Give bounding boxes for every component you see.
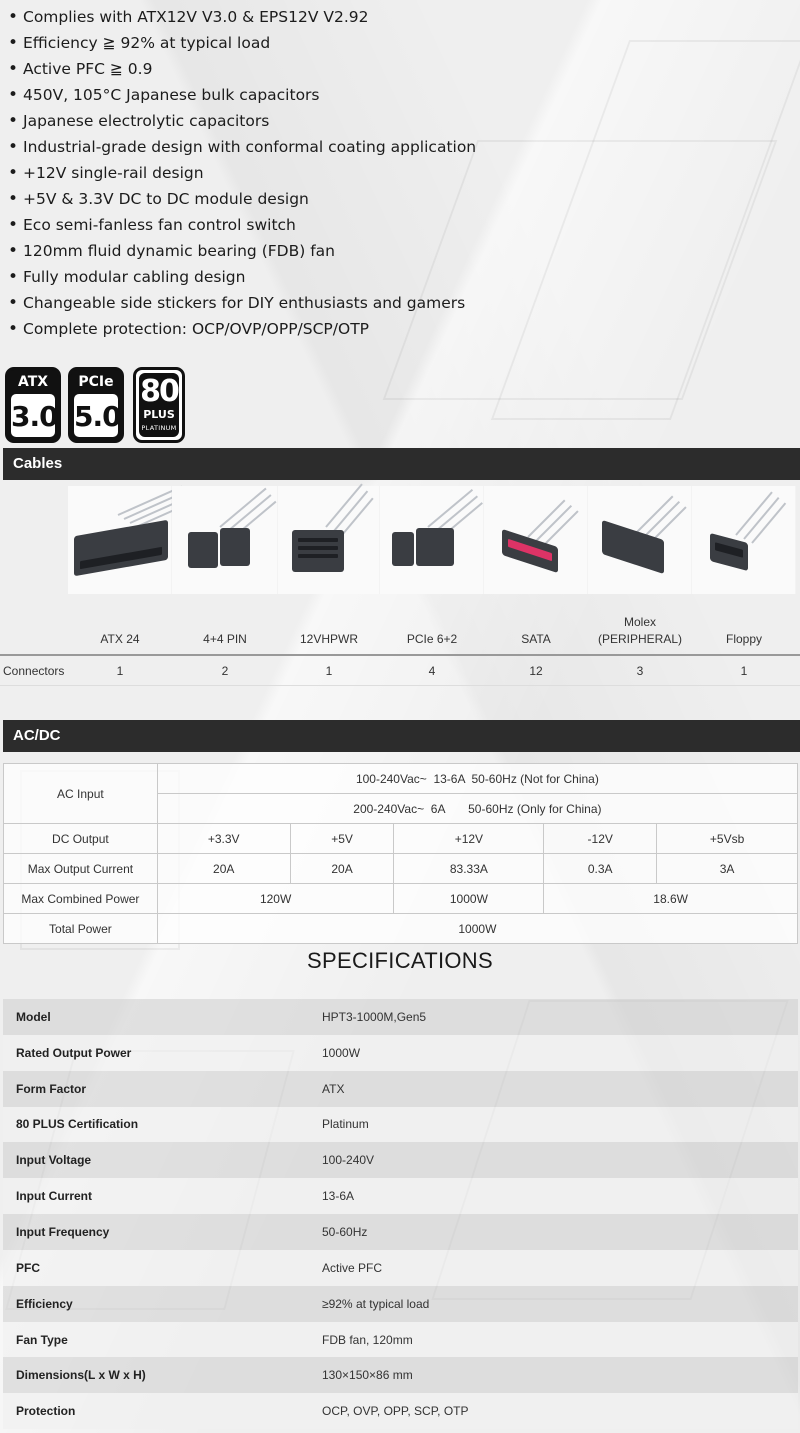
spec-value: 13-6A [322, 1189, 355, 1204]
badge-top-label: ATX [17, 374, 49, 390]
badge-plus-label: PLUS [143, 408, 175, 421]
badge-top-label: PCIe [78, 374, 114, 390]
cable-label-line: Molex [623, 615, 656, 629]
cable-count: 3 [636, 663, 644, 678]
spec-key: PFC [16, 1260, 40, 1275]
spec-value: ≥92% at typical load [322, 1296, 430, 1311]
acdc-section-header: AC/DC [3, 720, 800, 752]
badge-80-label: 80 [140, 374, 178, 409]
spec-key: Input Voltage [16, 1153, 92, 1168]
80-plus-platinum-badge-icon [133, 367, 185, 443]
feature-item: • Eco semi-fanless fan control switch [8, 212, 800, 238]
feature-item: • Active PFC ≧ 0.9 [8, 56, 800, 82]
spec-value: 100-240V [322, 1153, 375, 1168]
total-power-value: 1000W [157, 914, 797, 944]
dc-output-cell: +5Vsb [657, 824, 798, 854]
spec-value: 130×150×86 mm [322, 1368, 413, 1383]
badge-bottom-label: 3.0 [11, 394, 55, 437]
spec-key: Fan Type [16, 1332, 68, 1347]
12vhpwr-connector-icon [278, 486, 380, 594]
max-combined-cell: 1000W [394, 884, 544, 914]
cable-label: 12VHPWR [299, 632, 358, 646]
cable-image-row [0, 486, 800, 594]
specifications-title: SPECIFICATIONS [307, 948, 493, 973]
feature-item: • Fully modular cabling design [8, 264, 800, 290]
specifications-table [3, 999, 798, 1429]
table-row [3, 1250, 798, 1286]
table-row [3, 1071, 798, 1107]
feature-item: • Japanese electrolytic capacitors [8, 108, 800, 134]
atx-24-connector-icon [68, 486, 172, 594]
feature-item: • 120mm fluid dynamic bearing (FDB) fan [8, 238, 800, 264]
cable-label-row [0, 594, 800, 656]
cable-count: 1 [740, 663, 748, 678]
cable-label: 4+4 PIN [203, 632, 247, 646]
acdc-table [3, 763, 798, 944]
spec-key: Protection [16, 1404, 76, 1419]
spec-key: Input Current [16, 1189, 92, 1204]
table-row [3, 1214, 798, 1250]
connectors-row-label: Connectors [3, 663, 65, 678]
cable-count: 1 [116, 663, 124, 678]
spec-value: HPT3-1000M,Gen5 [322, 1009, 427, 1024]
feature-item: • Industrial-grade design with conformal coating application [8, 134, 800, 160]
spec-value: 1000W [322, 1045, 361, 1060]
spec-key: Form Factor [16, 1081, 87, 1096]
table-row [3, 1107, 798, 1143]
ac-input-value: 200-240Vac~ 6A 50-60Hz (Only for China) [157, 794, 797, 824]
feature-item: • Complete protection: OCP/OVP/OPP/SCP/OTP [8, 316, 800, 342]
table-row [3, 1178, 798, 1214]
feature-item: • Changeable side stickers for DIY enthusiasts and gamers [8, 290, 800, 316]
dc-output-cell: +5V [290, 824, 394, 854]
table-row [3, 1286, 798, 1322]
feature-list [0, 0, 800, 342]
certification-badges [5, 367, 185, 443]
cable-label: ATX 24 [100, 632, 140, 646]
table-row [3, 1322, 798, 1358]
4-plus-4-pin-connector-icon [172, 486, 278, 594]
max-current-cell: 20A [157, 854, 290, 884]
total-power-label: Total Power [4, 914, 158, 944]
table-row [3, 1142, 798, 1178]
cable-count: 12 [529, 663, 543, 678]
spec-value: 50-60Hz [322, 1224, 368, 1239]
table-row [3, 1393, 798, 1429]
spec-key: Rated Output Power [16, 1045, 132, 1060]
cable-count-row [0, 656, 800, 686]
max-combined-cell: 18.6W [544, 884, 798, 914]
dc-output-label: DC Output [4, 824, 158, 854]
cable-count: 4 [428, 663, 436, 678]
spec-key: Input Frequency [16, 1224, 110, 1239]
sata-connector-icon [484, 486, 588, 594]
max-combined-label: Max Combined Power [4, 884, 158, 914]
table-row [3, 999, 798, 1035]
ac-input-label: AC Input [4, 764, 158, 824]
cable-count: 1 [325, 663, 333, 678]
max-current-label: Max Output Current [4, 854, 158, 884]
max-current-cell: 0.3A [544, 854, 657, 884]
badge-tier-label: PLATINUM [141, 424, 177, 432]
atx-3-badge-icon [5, 367, 61, 443]
spec-key: Dimensions(L x W x H) [16, 1368, 146, 1383]
feature-item: • +12V single-rail design [8, 160, 800, 186]
dc-output-cell: +3.3V [157, 824, 290, 854]
cables-table [0, 486, 800, 686]
feature-item: • 450V, 105°C Japanese bulk capacitors [8, 82, 800, 108]
spec-key: Model [16, 1009, 51, 1024]
spec-value: ATX [322, 1081, 345, 1096]
max-current-cell: 20A [290, 854, 394, 884]
table-row [3, 1035, 798, 1071]
molex-peripheral-connector-icon [588, 486, 692, 594]
floppy-connector-icon [692, 486, 796, 594]
cables-section-header: Cables [3, 448, 800, 480]
cable-label-line: (PERIPHERAL) [597, 632, 683, 646]
table-row [3, 1357, 798, 1393]
cable-count: 2 [221, 663, 229, 678]
badge-bottom-label: 5.0 [74, 394, 118, 437]
cable-label: Floppy [725, 632, 763, 646]
cable-label: PCIe 6+2 [406, 632, 458, 646]
dc-output-cell: -12V [544, 824, 657, 854]
pcie-6-plus-2-connector-icon [380, 486, 484, 594]
spec-value: Active PFC [322, 1260, 383, 1275]
max-current-cell: 83.33A [394, 854, 544, 884]
feature-item: • Efficiency ≧ 92% at typical load [8, 30, 800, 56]
spec-value: Platinum [322, 1117, 369, 1132]
feature-item: • Complies with ATX12V V3.0 & EPS12V V2.92 [8, 4, 800, 30]
spec-key: Efficiency [16, 1296, 73, 1311]
pcie-5-badge-icon [68, 367, 124, 443]
ac-input-value: 100-240Vac~ 13-6A 50-60Hz (Not for China) [157, 764, 797, 794]
spec-value: FDB fan, 120mm [322, 1332, 413, 1347]
cable-label-molex [588, 614, 692, 648]
spec-key: 80 PLUS Certification [16, 1117, 139, 1132]
max-combined-cell: 120W [157, 884, 394, 914]
cable-label: SATA [521, 632, 551, 646]
spec-value: OCP, OVP, OPP, SCP, OTP [322, 1404, 469, 1419]
dc-output-cell: +12V [394, 824, 544, 854]
max-current-cell: 3A [657, 854, 798, 884]
feature-item: • +5V & 3.3V DC to DC module design [8, 186, 800, 212]
